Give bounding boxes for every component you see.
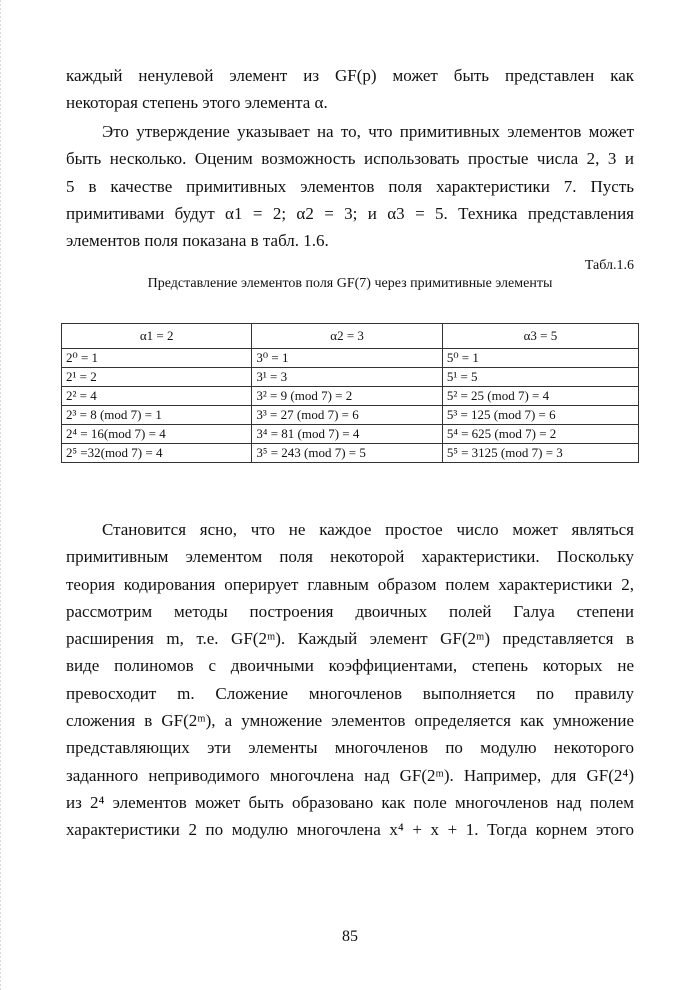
- table-caption: Представление элементов поля GF(7) через примитивные элементы: [147, 276, 553, 291]
- table-row: [62, 425, 639, 444]
- table-row: [62, 349, 639, 368]
- table-cell: 5⁴ = 625 (mod 7) = 2: [442, 425, 638, 444]
- table-cell: 3⁰ = 1: [252, 349, 442, 368]
- table-cell: 5¹ = 5: [442, 368, 638, 387]
- text-line: превосходит m. Сложение многочленов выполняется по правилу: [66, 683, 634, 703]
- table-cell: 5² = 25 (mod 7) = 4: [442, 387, 638, 406]
- table-cell: 2¹ = 2: [62, 368, 252, 387]
- text-line: рассмотрим методы построения двоичных полей Галуа степени: [66, 601, 634, 621]
- header-alpha2: α2 = 3: [252, 324, 442, 349]
- table-cell: 3⁴ = 81 (mod 7) = 4: [252, 425, 442, 444]
- paragraph-top: [66, 62, 634, 117]
- text-line: Это утверждение указывает на то, что примитивных элементов может: [102, 122, 634, 141]
- table-cell: 5⁰ = 1: [442, 349, 638, 368]
- table-cell: 3² = 9 (mod 7) = 2: [252, 387, 442, 406]
- table-row: [62, 368, 639, 387]
- table-header-row: [62, 324, 639, 349]
- table-cell: 2² = 4: [62, 387, 252, 406]
- table-cell: 2⁰ = 1: [62, 349, 252, 368]
- paragraph-primitive: [66, 118, 634, 254]
- text-line: каждый ненулевой элемент из GF(p) может быть представлен как: [66, 66, 634, 85]
- text-line: примитивным элементом поля некоторой характеристики. Поскольку: [66, 547, 634, 567]
- header-alpha1: α1 = 2: [62, 324, 252, 349]
- page-number: 85: [342, 928, 358, 945]
- text-line: заданного неприводимого многочлена над GF(2ᵐ). Например, для GF(2⁴): [66, 765, 634, 785]
- table-cell: 2⁵ =32(mod 7) = 4: [62, 444, 252, 463]
- table-row: [62, 444, 639, 463]
- header-alpha3: α3 = 5: [442, 324, 638, 349]
- text-line: Становится ясно, что не каждое простое число может являться: [102, 520, 634, 539]
- table-cell: 3³ = 27 (mod 7) = 6: [252, 406, 442, 425]
- text-line: из 2⁴ элементов может быть образовано как поле многочленов над полем: [66, 792, 634, 812]
- text-line: виде полиномов с двоичными коэффициентами, степень которых не: [66, 656, 634, 676]
- text-line: элементов поля показана в табл. 1.6.: [66, 231, 329, 251]
- text-line: 5 в качестве примитивных элементов поля характеристики 7. Пусть: [66, 176, 634, 196]
- table-cell: 2⁴ = 16(mod 7) = 4: [62, 425, 252, 444]
- table-cell: 3¹ = 3: [252, 368, 442, 387]
- text-line: сложения в GF(2ᵐ), а умножение элементов определяется как умножение: [66, 711, 634, 731]
- table-number: Табл.1.6: [584, 258, 634, 273]
- text-line: теория кодирования оперирует главным образом полем характеристики 2,: [66, 574, 634, 594]
- table-row: [62, 387, 639, 406]
- text-line: представляющих эти элементы многочленов по модулю некоторого: [66, 738, 634, 758]
- paragraph-galois: [66, 516, 634, 844]
- table-cell: 5⁵ = 3125 (mod 7) = 3: [442, 444, 638, 463]
- table-cell: 5³ = 125 (mod 7) = 6: [442, 406, 638, 425]
- elements-table: [61, 323, 639, 463]
- page-edge: [0, 0, 6, 990]
- table-cell: 3⁵ = 243 (mod 7) = 5: [252, 444, 442, 463]
- table-row: [62, 406, 639, 425]
- text-line: некоторая степень этого элемента α.: [66, 93, 328, 113]
- text-line: расширения m, т.е. GF(2ᵐ). Каждый элемент GF(2ᵐ) представляется в: [66, 629, 634, 649]
- text-line: быть несколько. Оценим возможность использовать простые числа 2, 3 и: [66, 149, 634, 169]
- table-cell: 2³ = 8 (mod 7) = 1: [62, 406, 252, 425]
- text-line: характеристики 2 по модулю многочлена x⁴ + x + 1. Тогда корнем этого: [66, 820, 634, 840]
- text-line: примитивами будут α1 = 2; α2 = 3; и α3 = 5. Техника представления: [66, 203, 634, 223]
